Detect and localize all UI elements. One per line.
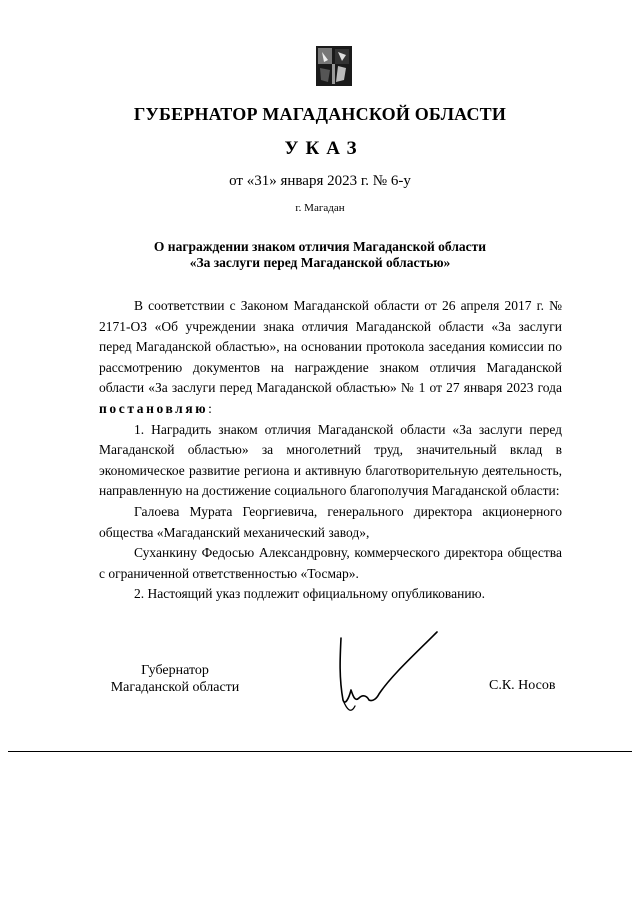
bottom-divider xyxy=(8,751,632,752)
preamble-text: В соответствии с Законом Магаданской области от 26 апреля 2017 г. № 2171-ОЗ «Об учреждении знака отличия Магаданской области «За заслуги перед Магаданской областью», на основании протокола заседания комиссии по рассмотрению документов на награждение знаком отличия Магаданской области «За заслуги перед Магаданской областью» № 1 от 27 января 2023 года xyxy=(99,298,562,396)
awardee-1-paragraph: Галоева Мурата Георгиевича, генерального директора акционерного общества «Магаданский механический завод», xyxy=(99,503,562,540)
decree-suffix: : xyxy=(208,400,212,416)
document-place: г. Магадан xyxy=(295,202,345,214)
signatory-name: С.К. Носов xyxy=(489,678,556,693)
decree-word: постановляю xyxy=(99,400,209,416)
item-2-paragraph: 2. Настоящий указ подлежит официальному опубликованию. xyxy=(134,586,486,602)
issuer-title: ГУБЕРНАТОР МАГАДАНСКОЙ ОБЛАСТИ xyxy=(133,104,507,124)
signatory-title-line-2: Магаданской области xyxy=(110,680,240,695)
subject-line-1: О награждении знаком отличия Магаданской области xyxy=(153,239,487,254)
document-body xyxy=(99,296,562,605)
subject-line-2: «За заслуги перед Магаданской областью» xyxy=(189,255,451,270)
document-type: УКАЗ xyxy=(284,138,364,159)
item-1-paragraph: 1. Наградить знаком отличия Магаданской области «За заслуги перед Магаданской областью» за многолетний труд, значительный вклад в экономическое развитие региона и активную благотворительную деятельность, направленную на достижение социального благополучия Магаданской области: xyxy=(99,421,562,499)
signatory-title-line-1: Губернатор xyxy=(141,663,209,678)
awardee-2-paragraph: Суханкину Федосью Александровну, коммерческого директора общества с ограниченной ответственностью «Тосмар». xyxy=(99,545,562,581)
document-subject xyxy=(0,239,640,271)
coat-of-arms-icon xyxy=(316,46,352,86)
document-date-number: от «31» января 2023 г. № 6-у xyxy=(229,173,411,189)
handwritten-signature xyxy=(333,628,445,718)
signatory-title xyxy=(90,662,260,696)
preamble-paragraph xyxy=(99,296,562,420)
